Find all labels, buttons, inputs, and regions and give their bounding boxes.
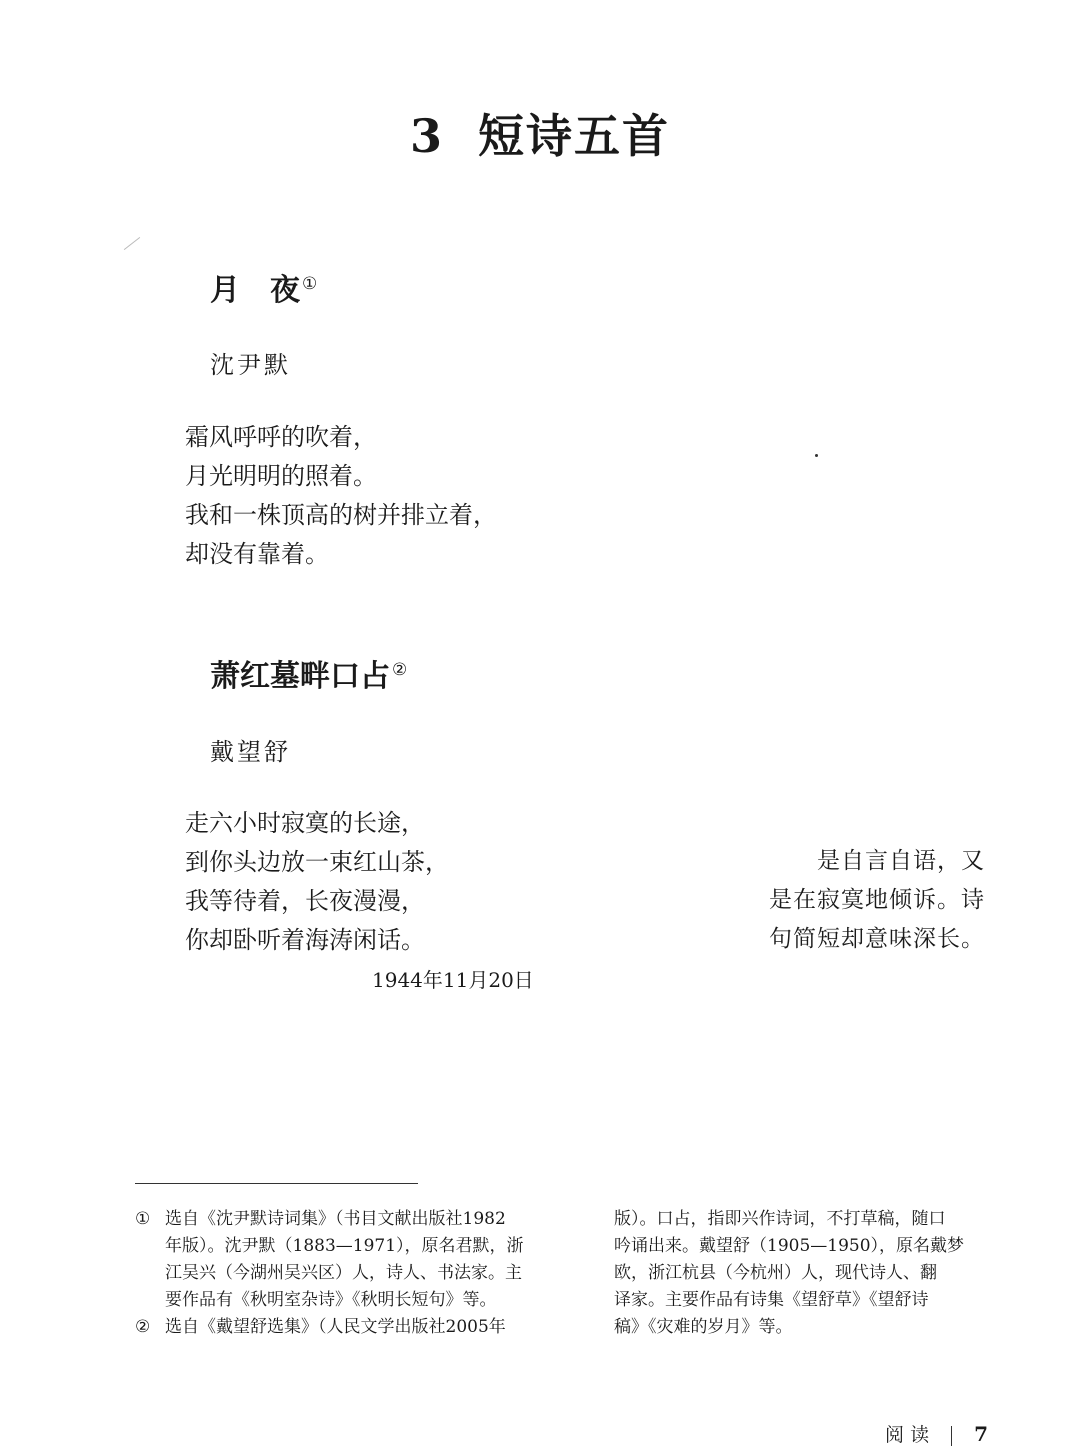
footnote-line: 选自《沈尹默诗词集》（书目文献出版社1982 <box>165 1209 506 1229</box>
footnote-line: 欧，浙江杭县（今杭州）人，现代诗人、翻 <box>614 1263 937 1283</box>
poem-date: 1944年11月20日 <box>372 968 534 992</box>
footnote-mark[interactable]: ① <box>302 274 318 294</box>
page-footer <box>885 1420 988 1447</box>
lesson-number: 3 <box>409 109 444 163</box>
section-label: 阅 读 <box>885 1424 930 1446</box>
footer-divider <box>951 1426 952 1446</box>
poem-body-xiaohong <box>185 804 449 960</box>
footnote-line: 吟诵出来。戴望舒（1905—1950），原名戴梦 <box>614 1236 965 1256</box>
poem-line: 到你头边放一束红山茶， <box>185 848 449 876</box>
poem-body-yueye <box>185 418 497 574</box>
poem-line: 霜风呼呼的吹着， <box>185 423 377 451</box>
lesson-title-text: 短诗五首 <box>478 109 670 163</box>
page-number: 7 <box>974 1422 988 1446</box>
footnotes-right <box>614 1206 994 1341</box>
side-annotation-line: 是自言自语，又 <box>817 848 985 874</box>
side-annotation-line: 句简短却意味深长。 <box>769 926 985 952</box>
poem-title-text: 月 夜 <box>210 273 300 308</box>
poem-line: 我和一株顶高的树并排立着， <box>185 501 497 529</box>
footnote-line: 译家。主要作品有诗集《望舒草》《望舒诗 <box>614 1290 929 1310</box>
poem-title-yueye <box>210 265 317 309</box>
side-annotation <box>769 842 985 959</box>
poem-author: 沈尹默 <box>210 351 291 379</box>
paper-scratch <box>124 237 140 250</box>
poem-line: 你却卧听着海涛闲话。 <box>185 926 425 954</box>
poem-title-text: 萧红墓畔口占 <box>210 659 390 694</box>
footnote-line: 选自《戴望舒选集》（人民文学出版社2005年 <box>165 1317 506 1337</box>
side-annotation-line: 是在寂寞地倾诉。诗 <box>769 887 985 913</box>
footnote-2 <box>135 1314 545 1341</box>
footnote-line: 江吴兴（今湖州吴兴区）人，诗人、书法家。主 <box>165 1263 522 1283</box>
poem-title-xiaohong <box>210 651 407 695</box>
poem-line: 月光明明的照着。 <box>185 462 377 490</box>
footnotes-left <box>135 1206 545 1341</box>
lesson-title <box>0 100 1080 166</box>
footnote-line: 要作品有《秋明室杂诗》《秋明长短句》等。 <box>165 1290 497 1310</box>
footnote-rule <box>135 1183 418 1184</box>
footnote-mark: ② <box>135 1317 151 1337</box>
poem-line: 却没有靠着。 <box>185 540 329 568</box>
poem-line: 走六小时寂寞的长途， <box>185 809 425 837</box>
footnote-mark[interactable]: ② <box>392 660 408 680</box>
footnote-line: 年版）。沈尹默（1883—1971），原名君默，浙 <box>165 1236 524 1256</box>
footnote-line: 版）。口占，指即兴作诗词，不打草稿，随口 <box>614 1209 946 1229</box>
paper-speck <box>815 454 818 457</box>
footnote-1 <box>135 1206 545 1314</box>
footnote-mark: ① <box>135 1209 151 1229</box>
poem-line: 我等待着，长夜漫漫， <box>185 887 425 915</box>
footnote-line: 稿》《灾难的岁月》等。 <box>614 1317 793 1337</box>
poem-author: 戴望舒 <box>210 738 291 766</box>
